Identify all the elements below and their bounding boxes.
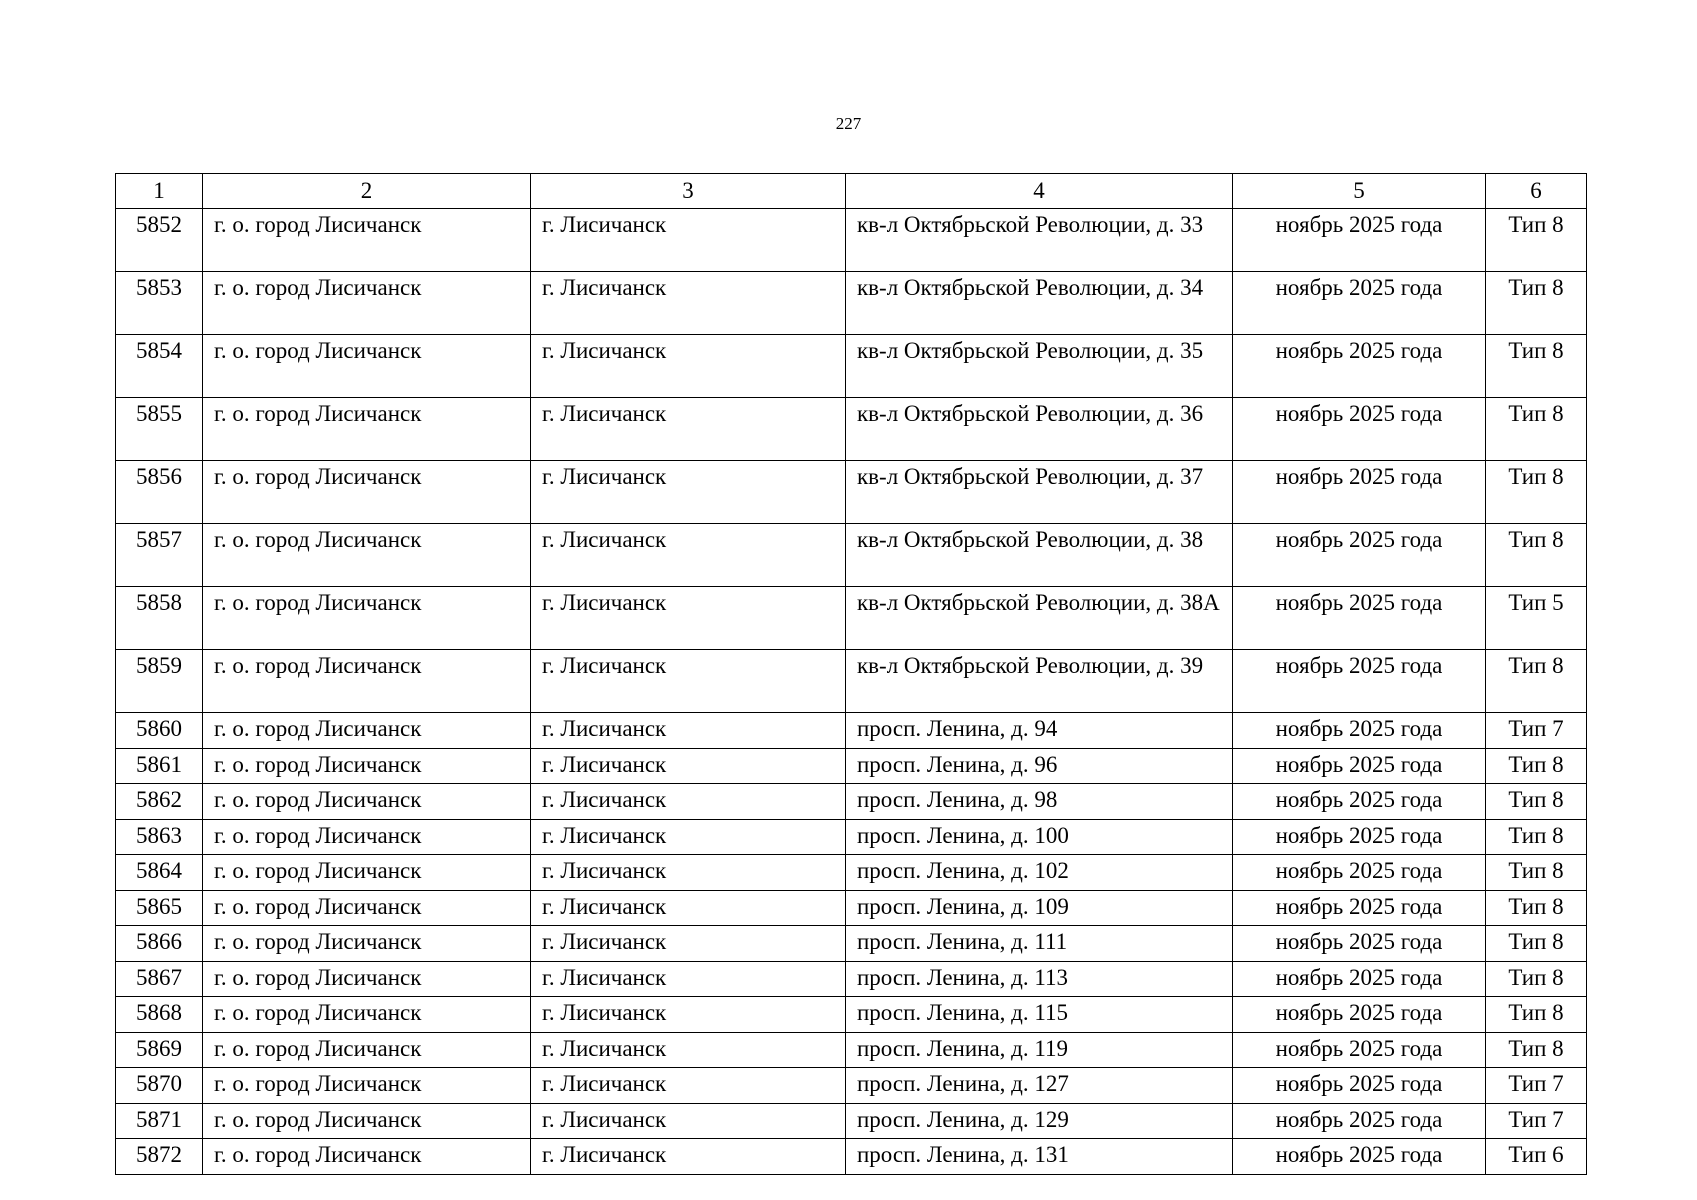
address-cell: просп. Ленина, д. 131 <box>846 1139 1233 1175</box>
row-number-cell: 5871 <box>116 1103 203 1139</box>
row-number-cell: 5859 <box>116 650 203 713</box>
address-cell: кв-л Октябрьской Революции, д. 33 <box>846 209 1233 272</box>
header-cell-5: 5 <box>1233 174 1486 209</box>
table-row <box>116 748 1587 784</box>
address-cell: просп. Ленина, д. 111 <box>846 926 1233 962</box>
district-cell: г. о. город Лисичанск <box>203 524 531 587</box>
type-cell: Тип 7 <box>1486 1103 1587 1139</box>
date-cell: ноябрь 2025 года <box>1233 1032 1486 1068</box>
date-cell: ноябрь 2025 года <box>1233 1139 1486 1175</box>
settlement-cell: г. Лисичанск <box>531 1068 846 1104</box>
date-cell: ноябрь 2025 года <box>1233 1103 1486 1139</box>
date-cell: ноябрь 2025 года <box>1233 784 1486 820</box>
table-row <box>116 1068 1587 1104</box>
type-cell: Тип 8 <box>1486 272 1587 335</box>
district-cell: г. о. город Лисичанск <box>203 1032 531 1068</box>
settlement-cell: г. Лисичанск <box>531 784 846 820</box>
header-cell-4: 4 <box>846 174 1233 209</box>
address-cell: кв-л Октябрьской Революции, д. 34 <box>846 272 1233 335</box>
district-cell: г. о. город Лисичанск <box>203 335 531 398</box>
address-cell: кв-л Октябрьской Революции, д. 38А <box>846 587 1233 650</box>
settlement-cell: г. Лисичанск <box>531 713 846 749</box>
district-cell: г. о. город Лисичанск <box>203 461 531 524</box>
header-row <box>116 174 1587 209</box>
type-cell: Тип 6 <box>1486 1139 1587 1175</box>
type-cell: Тип 8 <box>1486 461 1587 524</box>
date-cell: ноябрь 2025 года <box>1233 461 1486 524</box>
address-cell: просп. Ленина, д. 98 <box>846 784 1233 820</box>
type-cell: Тип 8 <box>1486 819 1587 855</box>
date-cell: ноябрь 2025 года <box>1233 926 1486 962</box>
settlement-cell: г. Лисичанск <box>531 926 846 962</box>
settlement-cell: г. Лисичанск <box>531 209 846 272</box>
row-number-cell: 5861 <box>116 748 203 784</box>
settlement-cell: г. Лисичанск <box>531 461 846 524</box>
row-number-cell: 5852 <box>116 209 203 272</box>
type-cell: Тип 7 <box>1486 1068 1587 1104</box>
address-cell: просп. Ленина, д. 102 <box>846 855 1233 891</box>
address-cell: просп. Ленина, д. 94 <box>846 713 1233 749</box>
table-row <box>116 926 1587 962</box>
type-cell: Тип 8 <box>1486 524 1587 587</box>
settlement-cell: г. Лисичанск <box>531 524 846 587</box>
header-cell-3: 3 <box>531 174 846 209</box>
settlement-cell: г. Лисичанск <box>531 398 846 461</box>
settlement-cell: г. Лисичанск <box>531 890 846 926</box>
settlement-cell: г. Лисичанск <box>531 650 846 713</box>
district-cell: г. о. город Лисичанск <box>203 713 531 749</box>
row-number-cell: 5863 <box>116 819 203 855</box>
table-row <box>116 997 1587 1033</box>
district-cell: г. о. город Лисичанск <box>203 997 531 1033</box>
settlement-cell: г. Лисичанск <box>531 961 846 997</box>
table-row <box>116 524 1587 587</box>
district-cell: г. о. город Лисичанск <box>203 1068 531 1104</box>
table-row <box>116 961 1587 997</box>
table-row <box>116 855 1587 891</box>
address-cell: просп. Ленина, д. 129 <box>846 1103 1233 1139</box>
table-row <box>116 461 1587 524</box>
header-cell-1: 1 <box>116 174 203 209</box>
district-cell: г. о. город Лисичанск <box>203 890 531 926</box>
table-row <box>116 784 1587 820</box>
header-cell-6: 6 <box>1486 174 1587 209</box>
table-row <box>116 650 1587 713</box>
row-number-cell: 5867 <box>116 961 203 997</box>
row-number-cell: 5868 <box>116 997 203 1033</box>
table-row <box>116 209 1587 272</box>
date-cell: ноябрь 2025 года <box>1233 748 1486 784</box>
table-body <box>116 209 1587 1175</box>
row-number-cell: 5872 <box>116 1139 203 1175</box>
row-number-cell: 5853 <box>116 272 203 335</box>
settlement-cell: г. Лисичанск <box>531 855 846 891</box>
district-cell: г. о. город Лисичанск <box>203 587 531 650</box>
row-number-cell: 5866 <box>116 926 203 962</box>
row-number-cell: 5857 <box>116 524 203 587</box>
table-row <box>116 819 1587 855</box>
table-row <box>116 587 1587 650</box>
date-cell: ноябрь 2025 года <box>1233 335 1486 398</box>
date-cell: ноябрь 2025 года <box>1233 961 1486 997</box>
date-cell: ноябрь 2025 года <box>1233 1068 1486 1104</box>
settlement-cell: г. Лисичанск <box>531 1139 846 1175</box>
table-row <box>116 1103 1587 1139</box>
type-cell: Тип 7 <box>1486 713 1587 749</box>
address-cell: кв-л Октябрьской Революции, д. 39 <box>846 650 1233 713</box>
address-cell: просп. Ленина, д. 127 <box>846 1068 1233 1104</box>
date-cell: ноябрь 2025 года <box>1233 890 1486 926</box>
address-cell: просп. Ленина, д. 113 <box>846 961 1233 997</box>
type-cell: Тип 8 <box>1486 961 1587 997</box>
settlement-cell: г. Лисичанск <box>531 1032 846 1068</box>
address-cell: просп. Ленина, д. 119 <box>846 1032 1233 1068</box>
district-cell: г. о. город Лисичанск <box>203 855 531 891</box>
settlement-cell: г. Лисичанск <box>531 335 846 398</box>
type-cell: Тип 8 <box>1486 1032 1587 1068</box>
type-cell: Тип 8 <box>1486 748 1587 784</box>
address-cell: кв-л Октябрьской Революции, д. 37 <box>846 461 1233 524</box>
address-cell: просп. Ленина, д. 96 <box>846 748 1233 784</box>
row-number-cell: 5855 <box>116 398 203 461</box>
register-table <box>115 173 1587 1175</box>
settlement-cell: г. Лисичанск <box>531 587 846 650</box>
address-cell: кв-л Октябрьской Революции, д. 35 <box>846 335 1233 398</box>
header-cell-2: 2 <box>203 174 531 209</box>
table-row <box>116 890 1587 926</box>
row-number-cell: 5865 <box>116 890 203 926</box>
district-cell: г. о. город Лисичанск <box>203 272 531 335</box>
settlement-cell: г. Лисичанск <box>531 272 846 335</box>
row-number-cell: 5862 <box>116 784 203 820</box>
date-cell: ноябрь 2025 года <box>1233 650 1486 713</box>
table-row <box>116 713 1587 749</box>
settlement-cell: г. Лисичанск <box>531 997 846 1033</box>
settlement-cell: г. Лисичанск <box>531 748 846 784</box>
settlement-cell: г. Лисичанск <box>531 1103 846 1139</box>
district-cell: г. о. город Лисичанск <box>203 926 531 962</box>
type-cell: Тип 8 <box>1486 926 1587 962</box>
table-header <box>116 174 1587 209</box>
date-cell: ноябрь 2025 года <box>1233 587 1486 650</box>
district-cell: г. о. город Лисичанск <box>203 650 531 713</box>
table-row <box>116 272 1587 335</box>
district-cell: г. о. город Лисичанск <box>203 784 531 820</box>
address-cell: просп. Ленина, д. 100 <box>846 819 1233 855</box>
row-number-cell: 5858 <box>116 587 203 650</box>
type-cell: Тип 8 <box>1486 890 1587 926</box>
row-number-cell: 5864 <box>116 855 203 891</box>
table-row <box>116 1139 1587 1175</box>
date-cell: ноябрь 2025 года <box>1233 713 1486 749</box>
row-number-cell: 5870 <box>116 1068 203 1104</box>
date-cell: ноябрь 2025 года <box>1233 209 1486 272</box>
type-cell: Тип 8 <box>1486 335 1587 398</box>
address-cell: просп. Ленина, д. 115 <box>846 997 1233 1033</box>
type-cell: Тип 8 <box>1486 650 1587 713</box>
type-cell: Тип 8 <box>1486 784 1587 820</box>
date-cell: ноябрь 2025 года <box>1233 997 1486 1033</box>
settlement-cell: г. Лисичанск <box>531 819 846 855</box>
district-cell: г. о. город Лисичанск <box>203 398 531 461</box>
district-cell: г. о. город Лисичанск <box>203 819 531 855</box>
row-number-cell: 5854 <box>116 335 203 398</box>
date-cell: ноябрь 2025 года <box>1233 855 1486 891</box>
address-cell: кв-л Октябрьской Революции, д. 36 <box>846 398 1233 461</box>
date-cell: ноябрь 2025 года <box>1233 272 1486 335</box>
type-cell: Тип 8 <box>1486 855 1587 891</box>
table-row <box>116 1032 1587 1068</box>
type-cell: Тип 8 <box>1486 398 1587 461</box>
page-number: 227 <box>835 114 862 133</box>
row-number-cell: 5869 <box>116 1032 203 1068</box>
type-cell: Тип 8 <box>1486 997 1587 1033</box>
district-cell: г. о. город Лисичанск <box>203 1139 531 1175</box>
row-number-cell: 5860 <box>116 713 203 749</box>
type-cell: Тип 8 <box>1486 209 1587 272</box>
table-row <box>116 398 1587 461</box>
district-cell: г. о. город Лисичанск <box>203 748 531 784</box>
district-cell: г. о. город Лисичанск <box>203 209 531 272</box>
district-cell: г. о. город Лисичанск <box>203 961 531 997</box>
address-cell: просп. Ленина, д. 109 <box>846 890 1233 926</box>
type-cell: Тип 5 <box>1486 587 1587 650</box>
table-row <box>116 335 1587 398</box>
row-number-cell: 5856 <box>116 461 203 524</box>
date-cell: ноябрь 2025 года <box>1233 819 1486 855</box>
address-cell: кв-л Октябрьской Революции, д. 38 <box>846 524 1233 587</box>
date-cell: ноябрь 2025 года <box>1233 524 1486 587</box>
date-cell: ноябрь 2025 года <box>1233 398 1486 461</box>
district-cell: г. о. город Лисичанск <box>203 1103 531 1139</box>
